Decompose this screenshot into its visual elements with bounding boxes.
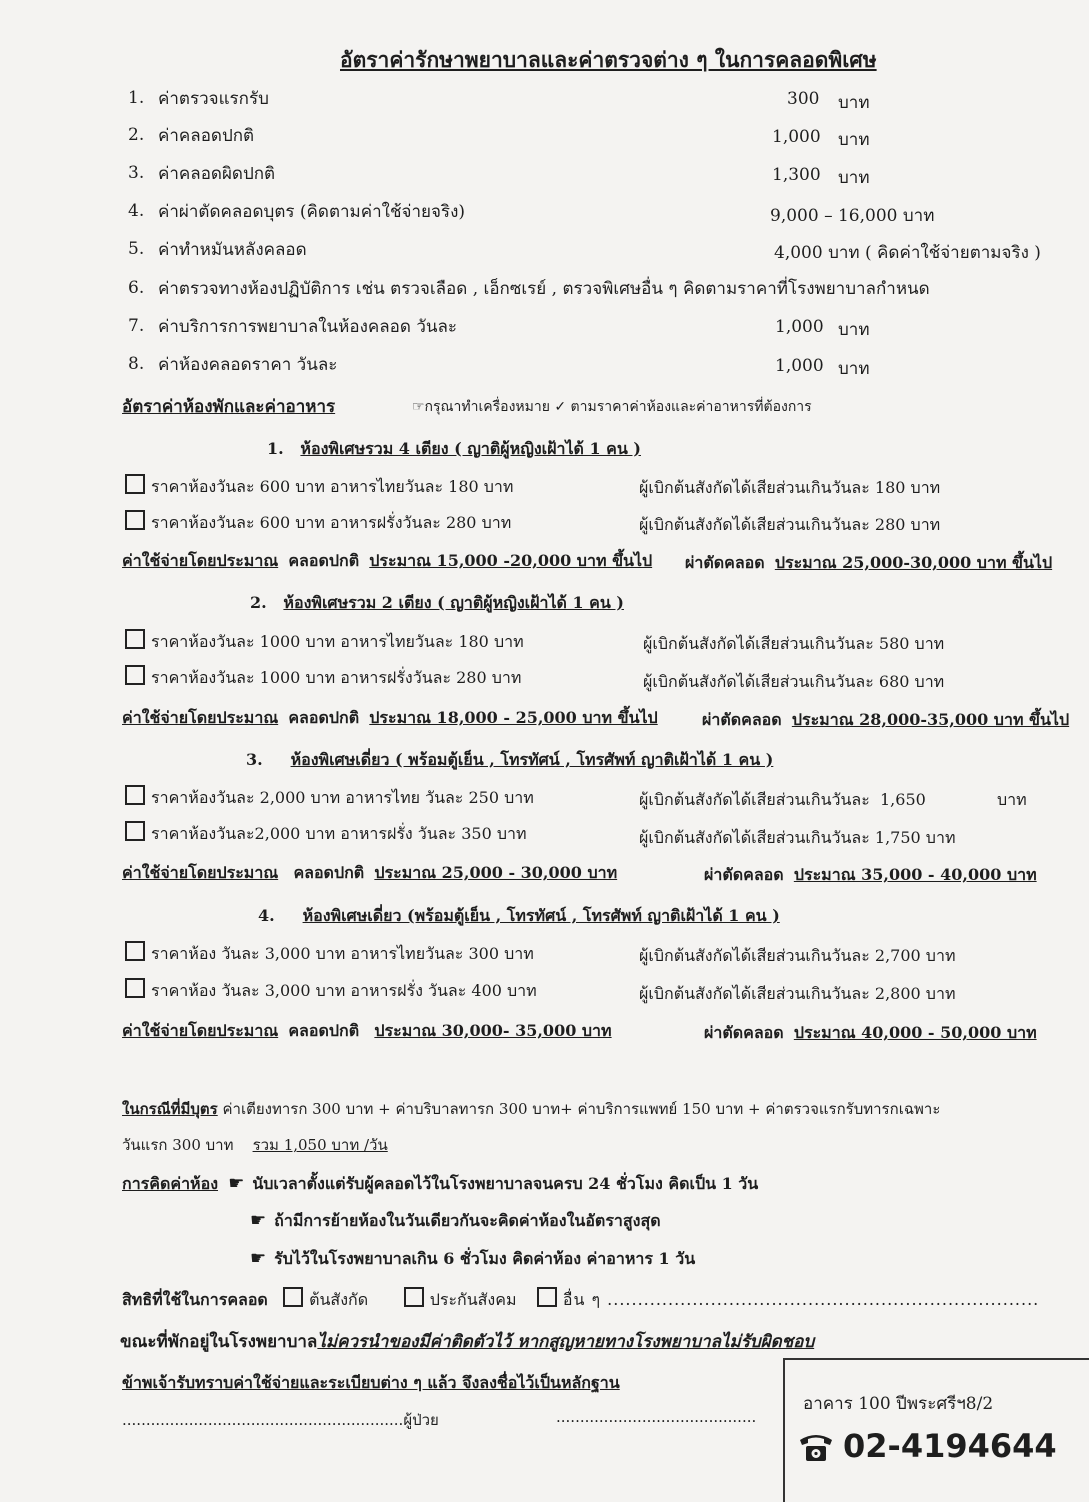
fee-label: ค่าทำหมันหลังคลอด (158, 240, 307, 260)
normal-delivery-label: คลอดปกติ (288, 1021, 360, 1040)
baby-total: รวม 1,050 บาท /วัน (252, 1136, 388, 1154)
fee-unit: บาท (838, 93, 870, 113)
room-option[interactable] (125, 629, 524, 655)
normal-delivery-label: คลอดปกติ (288, 551, 360, 570)
room-name: ห้องพิเศษรวม 4 เตียง ( ญาติผู้หญิงเฝ้าได้ 1 คน ) (300, 439, 641, 458)
rights-label: สิทธิที่ใช้ในการคลอด (122, 1290, 268, 1309)
option-reimbursement: ผู้เบิกต้นสังกัดได้เสียส่วนเกินวันละ 2,700 บาท (639, 946, 956, 965)
option-checkbox[interactable] (125, 785, 145, 805)
cost-estimate (122, 1019, 612, 1044)
option-reimbursement: ผู้เบิกต้นสังกัดได้เสียส่วนเกินวันละ 2,800 บาท (639, 984, 956, 1003)
option-checkbox[interactable] (125, 510, 145, 530)
fee-label: ค่าบริการการพยาบาลในห้องคลอด วันละ (158, 317, 458, 337)
phone-line (797, 1427, 1057, 1465)
fee-label: ค่าคลอดผิดปกติ (158, 164, 276, 184)
other-signature-line[interactable]: .......................................... (556, 1408, 757, 1426)
room-option[interactable] (125, 821, 527, 847)
building-name: อาคาร 100 ปีพระศรีฯ8/2 (803, 1394, 994, 1414)
option-reimbursement: ผู้เบิกต้นสังกัดได้เสียส่วนเกินวันละ 580 บาท (643, 634, 945, 653)
warning-prefix: ขณะที่พักอยู่ในโรงพยาบาล (120, 1332, 318, 1352)
cs-label: ผ่าตัดคลอด (704, 865, 784, 884)
option-reimbursement: ผู้เบิกต้นสังกัดได้เสียส่วนเกินวันละ 180 บาท (639, 478, 941, 497)
cs-value: ประมาณ 28,000-35,000 บาท ขึ้นไป (791, 710, 1070, 729)
room-calc-rule (250, 1247, 695, 1272)
fee-amount: 4,000 บาท ( คิดค่าใช้จ่ายตามจริง ) (774, 243, 1041, 263)
fee-amount: 1,300 (772, 165, 821, 185)
phone-number[interactable]: 02-4194644 (843, 1427, 1057, 1465)
baby-label: ในกรณีที่มีบุตร (122, 1100, 218, 1118)
room-name: ห้องพิเศษเดี่ยว (พร้อมตู้เย็น , โทรทัศน์ , โทรศัพท์ ญาติเฝ้าได้ 1 คน ) (302, 906, 780, 925)
patient-signature-line[interactable]: ...........................................................ผู้ป่วย (122, 1411, 439, 1429)
normal-delivery-label: คลอดปกติ (288, 708, 360, 727)
option-price: ราคาห้องวันละ2,000 บาท อาหารฝรั่ง วันละ 350 บาท (151, 824, 527, 843)
room-calc-rule-text: นับเวลาตั้งแต่รับผู้คลอดไว้ในโรงพยาบาลจนครบ 24 ชั่วโมง คิดเป็น 1 วัน (252, 1174, 759, 1193)
rights-row (122, 1287, 1039, 1313)
fee-amount: 1,000 (775, 356, 824, 376)
rights-option: อื่น ๆ ....................................................................... (562, 1290, 1040, 1309)
option-price: ราคาห้องวันละ 2,000 บาท อาหารไทย วันละ 250 บาท (151, 788, 534, 807)
cs-value: ประมาณ 25,000-30,000 บาท ขึ้นไป (774, 553, 1053, 572)
option-checkbox[interactable] (125, 941, 145, 961)
fee-unit: บาท (838, 320, 870, 340)
cost-estimate (122, 861, 617, 886)
cs-estimate (704, 863, 1037, 888)
fee-amount: 9,000 – 16,000 บาท (770, 206, 935, 226)
option-checkbox[interactable] (125, 978, 145, 998)
room-calc-rule (122, 1172, 758, 1197)
cs-estimate (685, 551, 1052, 576)
fee-label: ค่าตรวจทางห้องปฏิบัติการ เช่น ตรวจเลือด , เอ็กซเรย์ , ตรวจพิเศษอื่น ๆ คิดตามราคาที่โรงพยาบาลกำหนด (158, 279, 930, 299)
fee-number: 3. (128, 163, 145, 183)
fee-number: 2. (128, 125, 145, 145)
fee-number: 5. (128, 239, 145, 259)
option-reimbursement: ผู้เบิกต้นสังกัดได้เสียส่วนเกินวันละ 680 บาท (643, 672, 945, 691)
cs-estimate (704, 1021, 1037, 1046)
baby-text: ค่าเตียงทารก 300 บาท + ค่าบริบาลทารก 300 บาท+ ค่าบริการแพทย์ 150 บาท + ค่าตรวจแรกรับทารกเฉพาะ (222, 1100, 941, 1118)
normal-delivery-value: ประมาณ 30,000- 35,000 บาท (374, 1021, 612, 1040)
normal-delivery-value: ประมาณ 15,000 -20,000 บาท ขึ้นไป (369, 551, 653, 570)
room-option[interactable] (125, 665, 521, 691)
room-option[interactable] (125, 474, 513, 500)
room-option[interactable] (125, 978, 537, 1004)
option-price: ราคาห้อง วันละ 3,000 บาท อาหารไทยวันละ 300 บาท (151, 944, 534, 963)
fee-number: 8. (128, 354, 145, 374)
option-reimbursement: ผู้เบิกต้นสังกัดได้เสียส่วนเกินวันละ 1,650 บาท (639, 790, 1027, 809)
pointing-hand-icon: ☛ (250, 1210, 267, 1231)
room-calc-rule (250, 1209, 661, 1234)
cs-label: ผ่าตัดคลอด (704, 1023, 784, 1042)
room-name: ห้องพิเศษเดี่ยว ( พร้อมตู้เย็น , โทรทัศน์ , โทรศัพท์ ญาติเฝ้าได้ 1 คน ) (290, 750, 774, 769)
fee-label: ค่าห้องคลอดราคา วันละ (158, 355, 338, 375)
option-checkbox[interactable] (125, 474, 145, 494)
fee-unit: บาท (838, 168, 870, 188)
cs-label: ผ่าตัดคลอด (685, 553, 765, 572)
fee-number: 6. (128, 278, 145, 298)
room-calc-rule-text: ถ้ามีการย้ายห้องในวันเดียวกันจะคิดค่าห้องในอัตราสูงสุด (274, 1211, 661, 1230)
fee-unit: บาท (838, 130, 870, 150)
room-number: 3. (246, 750, 263, 769)
estimate-label: ค่าใช้จ่ายโดยประมาณ (122, 708, 279, 727)
estimate-label: ค่าใช้จ่ายโดยประมาณ (122, 863, 279, 882)
pointing-hand-icon: ☛ (250, 1248, 267, 1269)
option-price: ราคาห้อง วันละ 3,000 บาท อาหารฝรั่ง วันละ 400 บาท (151, 981, 537, 1000)
option-price: ราคาห้องวันละ 600 บาท อาหารไทยวันละ 180 บาท (151, 477, 514, 496)
room-option[interactable] (125, 941, 534, 967)
rights-option: ต้นสังกัด (309, 1290, 369, 1309)
warning-text: ไม่ควรนำของมีค่าติดตัวไว้ หากสูญหายทางโรงพยาบาลไม่รับผิดชอบ (317, 1332, 815, 1352)
fee-label: ค่าตรวจแรกรับ (158, 89, 269, 109)
room-option[interactable] (125, 785, 534, 811)
document-title: อัตราค่ารักษาพยาบาลและค่าตรวจต่าง ๆ ในการคลอดพิเศษ (340, 47, 877, 72)
fee-number: 1. (128, 88, 145, 108)
option-checkbox[interactable] (125, 629, 145, 649)
estimate-label: ค่าใช้จ่ายโดยประมาณ (122, 551, 279, 570)
baby-note (122, 1097, 940, 1121)
pointing-hand-icon: ☛ (228, 1173, 245, 1194)
room-title (246, 748, 773, 773)
cs-value: ประมาณ 35,000 - 40,000 บาท (793, 865, 1037, 884)
baby-text-2: วันแรก 300 บาท (122, 1136, 234, 1154)
cost-estimate (122, 549, 652, 574)
room-calc-label: การคิดค่าห้อง (122, 1174, 219, 1193)
room-title (267, 437, 641, 462)
fee-unit: บาท (838, 359, 870, 379)
rooms-section-instruction: ☞กรุณาทำเครื่องหมาย ✓ ตามราคาค่าห้องและค่าอาหารที่ต้องการ (412, 399, 812, 415)
valuables-warning (120, 1328, 814, 1355)
rights-checkbox-other[interactable] (537, 1287, 557, 1307)
telephone-icon (797, 1429, 835, 1463)
room-number: 4. (258, 906, 275, 925)
option-reimbursement: ผู้เบิกต้นสังกัดได้เสียส่วนเกินวันละ 280 บาท (639, 515, 941, 534)
estimate-label: ค่าใช้จ่ายโดยประมาณ (122, 1021, 279, 1040)
fee-label: ค่าคลอดปกติ (158, 126, 255, 146)
option-checkbox[interactable] (125, 665, 145, 685)
option-price: ราคาห้องวันละ 600 บาท อาหารฝรั่งวันละ 280 บาท (151, 513, 512, 532)
cs-value: ประมาณ 40,000 - 50,000 บาท (793, 1023, 1037, 1042)
rights-option: ประกันสังคม (429, 1290, 517, 1309)
option-price: ราคาห้องวันละ 1000 บาท อาหารฝรั่งวันละ 280 บาท (151, 668, 522, 687)
room-name: ห้องพิเศษรวม 2 เตียง ( ญาติผู้หญิงเฝ้าได้ 1 คน ) (283, 593, 624, 612)
fee-label: ค่าผ่าตัดคลอดบุตร (คิดตามค่าใช้จ่ายจริง) (158, 202, 465, 222)
room-calc-rule-text: รับไว้ในโรงพยาบาลเกิน 6 ชั่วโมง คิดค่าห้อง ค่าอาหาร 1 วัน (274, 1249, 696, 1268)
fee-amount: 1,000 (772, 127, 821, 147)
option-checkbox[interactable] (125, 821, 145, 841)
normal-delivery-value: ประมาณ 25,000 - 30,000 บาท (374, 863, 618, 882)
fee-number: 4. (128, 201, 145, 221)
rights-checkbox-civil-servant[interactable] (283, 1287, 303, 1307)
room-option[interactable] (125, 510, 511, 536)
room-number: 2. (250, 593, 267, 612)
baby-note-line2 (122, 1133, 388, 1157)
cs-estimate (702, 708, 1069, 733)
rooms-section-title: อัตราค่าห้องพักและค่าอาหาร (122, 397, 336, 417)
normal-delivery-value: ประมาณ 18,000 - 25,000 บาท ขึ้นไป (369, 708, 658, 727)
cost-estimate (122, 706, 658, 731)
acknowledgement: ข้าพเจ้ารับทราบค่าใช้จ่ายและระเบียบต่าง ๆ แล้ว จึงลงชื่อไว้เป็นหลักฐาน (122, 1373, 620, 1392)
option-reimbursement: ผู้เบิกต้นสังกัดได้เสียส่วนเกินวันละ 1,750 บาท (639, 828, 956, 847)
option-price: ราคาห้องวันละ 1000 บาท อาหารไทยวันละ 180 บาท (151, 632, 524, 651)
cs-label: ผ่าตัดคลอด (702, 710, 782, 729)
fee-amount: 300 (787, 89, 820, 109)
room-title (258, 904, 780, 929)
room-title (250, 591, 624, 616)
room-number: 1. (267, 439, 284, 458)
fee-amount: 1,000 (775, 317, 824, 337)
fee-number: 7. (128, 316, 145, 336)
rights-checkbox-social-security[interactable] (404, 1287, 424, 1307)
normal-delivery-label: คลอดปกติ (293, 863, 365, 882)
